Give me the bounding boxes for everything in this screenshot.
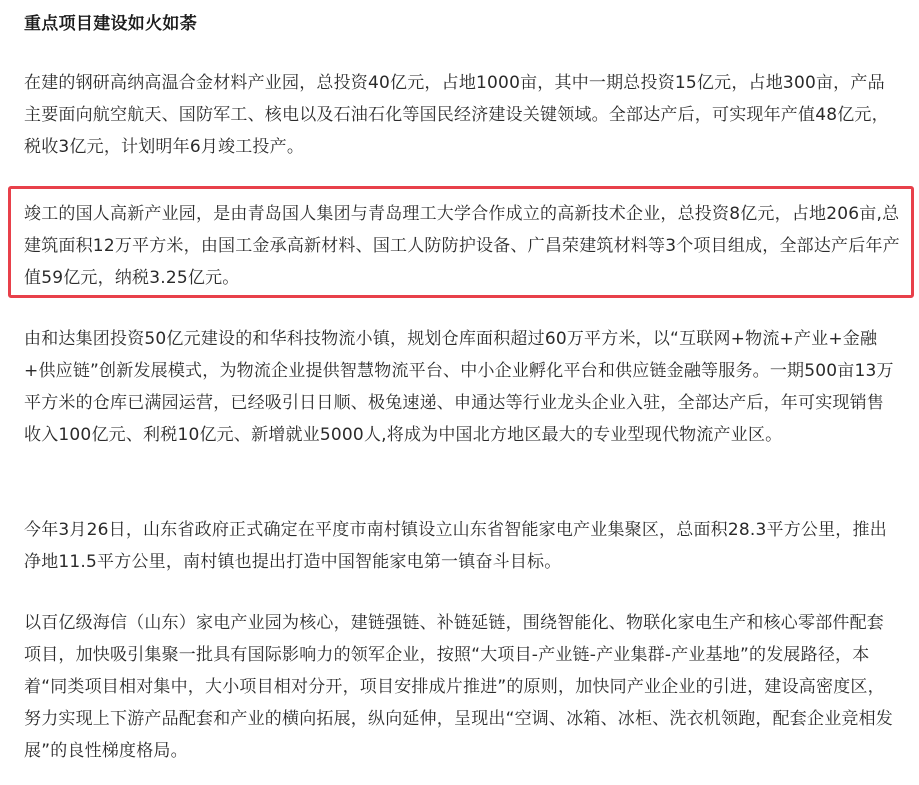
paragraph-hisense-appliance-park: 以百亿级海信（山东）家电产业园为核心，建链强链、补链延链，围绕智能化、物联化家电生产和核心零部件配套项目，加快吸引集聚一批具有国际影响力的领军企业，按照“大项目-产业链-产业集群-产业基地”的发展路径，本着“同类项目相对集中，大小项目相对分开，项目安排成片推进”的原则，加快同产业企业的引进，建设高密度区，努力实现上下游产品配套和产业的横向拓展，纵向延伸，呈现出“空调、冰箱、冰柜、洗衣机领跑，配套企业竞相发展”的良性梯度格局。 — [24, 613, 894, 761]
paragraph-smart-appliance-cluster: 今年3月26日，山东省政府正式确定在平度市南村镇设立山东省智能家电产业集聚区，总面积28.3平方公里，推出净地11.5平方公里，南村镇也提出打造中国智能家电第一镇奋斗目标。 — [24, 520, 887, 572]
paragraph-logistics-town: 由和达集团投资50亿元建设的和华科技物流小镇，规划仓库面积超过60万平方米，以“互联网+物流+产业+金融+供应链”创新发展模式，为物流企业提供智慧物流平台、中小企业孵化平台和供应链金融等服务。一期500亩13万平方米的仓库已满园运营，已经吸引日日顺、极兔速递、申通达等行业龙头企业入驻，全部达产后，年可实现销售收入100亿元、利税10亿元、新增就业5000人,将成为中国北方地区最大的专业型现代物流产业区。 — [24, 329, 894, 445]
section-heading: 重点项目建设如火如荼 — [24, 14, 197, 34]
paragraph-alloy-industrial-park: 在建的钢研高纳高温合金材料产业园，总投资40亿元，占地1000亩，其中一期总投资15亿元，占地300亩，产品主要面向航空航天、国防军工、核电以及石油石化等国民经济建设关键领域。全部达产后，可实现年产值48亿元，税收3亿元，计划明年6月竣工投产。 — [24, 73, 889, 157]
paragraph-guoren-hitech-park: 竣工的国人高新产业园，是由青岛国人集团与青岛理工大学合作成立的高新技术企业，总投资8亿元，占地206亩,总建筑面积12万平方米，由国工金承高新材料、国工人防防护设备、广昌荣建筑材料等3个项目组成，全部达产后年产值59亿元，纳税3.25亿元。 — [24, 204, 900, 288]
